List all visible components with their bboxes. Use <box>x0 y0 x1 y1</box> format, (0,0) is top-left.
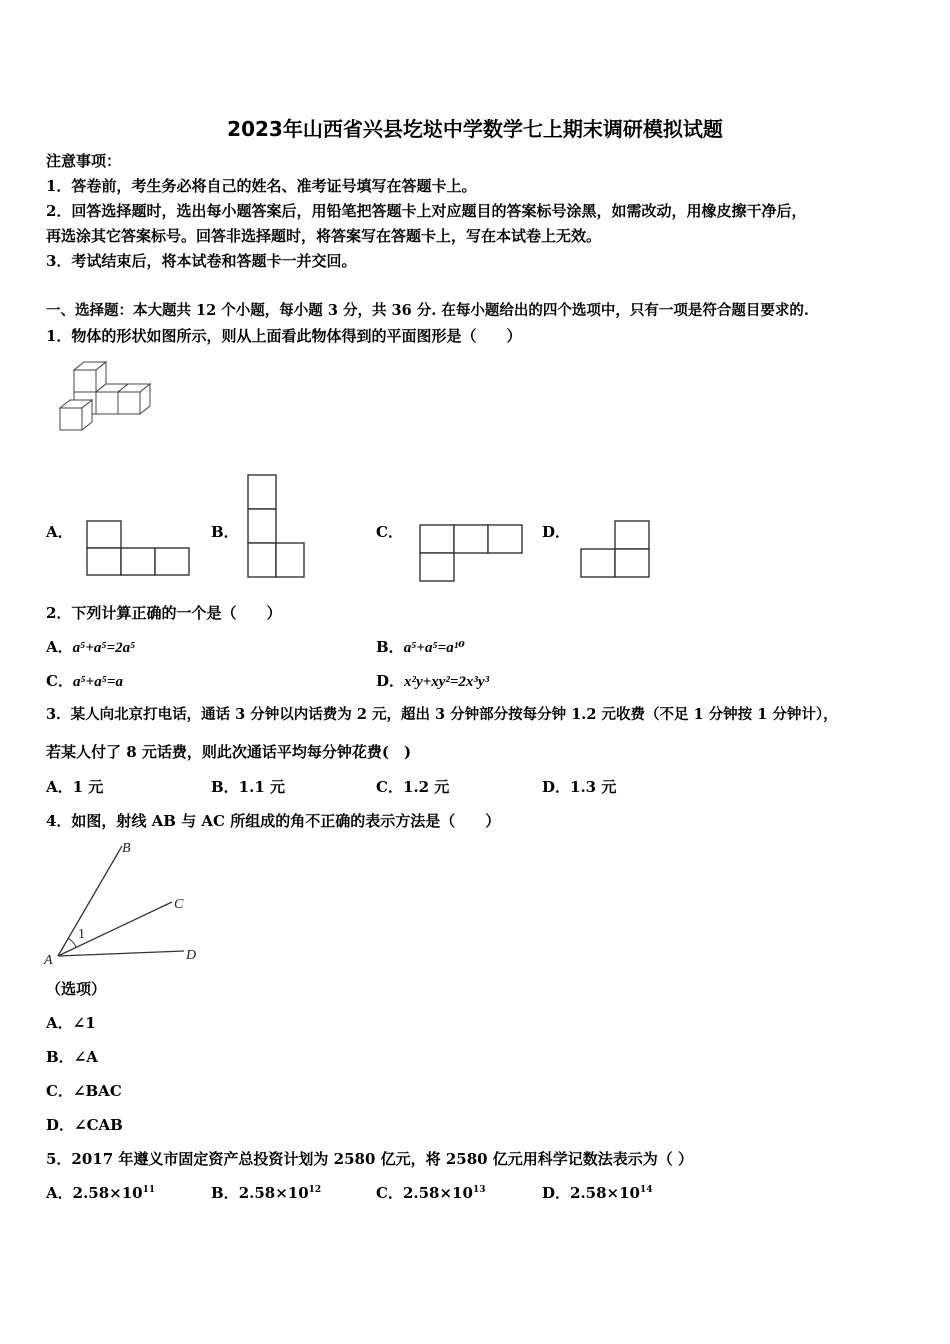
q3-option-c: C．1.2 元 <box>376 778 450 796</box>
question-2-stem: 2．下列计算正确的一个是（ ） <box>46 604 282 622</box>
q5-option-a-base: 2.58×10 <box>72 1184 143 1202</box>
q4-label-a: A <box>44 953 53 968</box>
page-title: 2023年山西省兴县圪垯中学数学七上期末调研模拟试题 <box>227 117 723 141</box>
q5-option-c-label: C． <box>376 1184 403 1202</box>
q4-option-b: B．∠A <box>46 1048 98 1066</box>
section-heading: 一、选择题：本大题共 12 个小题，每小题 3 分，共 36 分. 在每小题给出的四个选项中，只有一项是符合题目要求的. <box>46 302 809 319</box>
q1-option-c-label: C． <box>376 523 403 541</box>
q5-option-b-exp: 12 <box>308 1185 322 1195</box>
question-5-stem: 5．2017 年遵义市固定资产总投资计划为 2580 亿元，将 2580 亿元用科学记数法表示为（ ） <box>46 1150 694 1168</box>
q2-option-c-label: C． <box>46 672 73 690</box>
q1-option-b-label: B． <box>211 523 239 541</box>
q5-option-d <box>542 1182 653 1203</box>
q2-option-a-text: a⁵+a⁵=2a⁵ <box>72 640 136 656</box>
q2-option-c-text: a⁵+a⁵=a <box>72 674 123 690</box>
q2-option-c <box>46 670 123 691</box>
q2-option-d-text: x²y+xy²=2x³y³ <box>404 674 490 690</box>
q4-option-c: C．∠BAC <box>46 1082 122 1100</box>
q1-option-d-figure <box>580 520 651 578</box>
q2-option-b <box>376 636 465 657</box>
q2-option-a-label: A． <box>46 638 73 656</box>
q5-option-a-exp: 11 <box>142 1185 156 1195</box>
q1-option-c-figure <box>419 524 523 582</box>
question-1-stem: 1．物体的形状如图所示，则从上面看此物体得到的平面图形是（ ） <box>46 327 522 345</box>
question-3-stem-1: 3．某人向北京打电话，通话 3 分钟以内话费为 2 元，超出 3 分钟部分按每分钟 1.2 元收费（不足 1 分钟按 1 分钟计）， <box>46 706 838 723</box>
q5-option-b-base: 2.58×10 <box>238 1184 309 1202</box>
q1-solid-figure <box>56 362 166 437</box>
q4-label-b: B <box>122 841 131 856</box>
question-3-stem-2: 若某人付了 8 元话费，则此次通话平均每分钟花费( ) <box>46 743 412 761</box>
notice-item-2-cont: 再选涂其它答案标号。回答非选择题时，将答案写在答题卡上，写在本试卷上无效。 <box>46 227 602 245</box>
q5-option-d-base: 2.58×10 <box>570 1184 640 1202</box>
q5-option-c-exp: 13 <box>472 1185 486 1195</box>
q5-option-d-label: D． <box>542 1184 571 1202</box>
q4-note: （选项） <box>46 980 107 998</box>
q3-option-d: D．1.3 元 <box>542 778 617 796</box>
q2-option-b-label: B． <box>376 638 404 656</box>
q5-option-b-label: B． <box>211 1184 239 1202</box>
notice-heading: 注意事项： <box>46 152 122 170</box>
q5-option-d-exp: 14 <box>640 1185 653 1195</box>
q1-option-b-figure <box>247 474 305 578</box>
notice-item-2: 2．回答选择题时，选出每小题答案后，用铅笔把答题卡上对应题目的答案标号涂黑，如需改动，用橡皮擦干净后， <box>46 202 807 220</box>
q4-label-d: D <box>186 948 197 963</box>
q4-label-c: C <box>174 897 184 912</box>
q5-option-b <box>211 1182 321 1203</box>
q2-option-a <box>46 636 135 657</box>
q1-option-a-figure <box>86 520 190 577</box>
q2-option-b-text: a⁵+a⁵=a¹⁰ <box>403 640 465 656</box>
q4-label-angle-1: 1 <box>78 927 85 942</box>
q1-option-a-label: A． <box>46 523 73 541</box>
q1-option-d-label: D． <box>542 523 571 541</box>
q2-option-d <box>376 670 489 691</box>
q5-option-c <box>376 1182 485 1203</box>
notice-item-1: 1．答卷前，考生务必将自己的姓名、准考证号填写在答题卡上。 <box>46 177 477 195</box>
q4-angle-figure <box>44 838 209 968</box>
q5-option-a <box>46 1182 155 1203</box>
q3-option-b: B．1.1 元 <box>211 778 285 796</box>
question-4-stem: 4．如图，射线 AB 与 AC 所组成的角不正确的表示方法是（ ） <box>46 812 501 830</box>
notice-item-3: 3．考试结束后，将本试卷和答题卡一并交回。 <box>46 252 357 270</box>
q5-option-a-label: A． <box>46 1184 73 1202</box>
q5-option-c-base: 2.58×10 <box>402 1184 473 1202</box>
q2-option-d-label: D． <box>376 672 405 690</box>
q4-option-d: D．∠CAB <box>46 1116 123 1134</box>
q3-option-a: A．1 元 <box>46 778 104 796</box>
q4-option-a: A．∠1 <box>46 1014 96 1032</box>
